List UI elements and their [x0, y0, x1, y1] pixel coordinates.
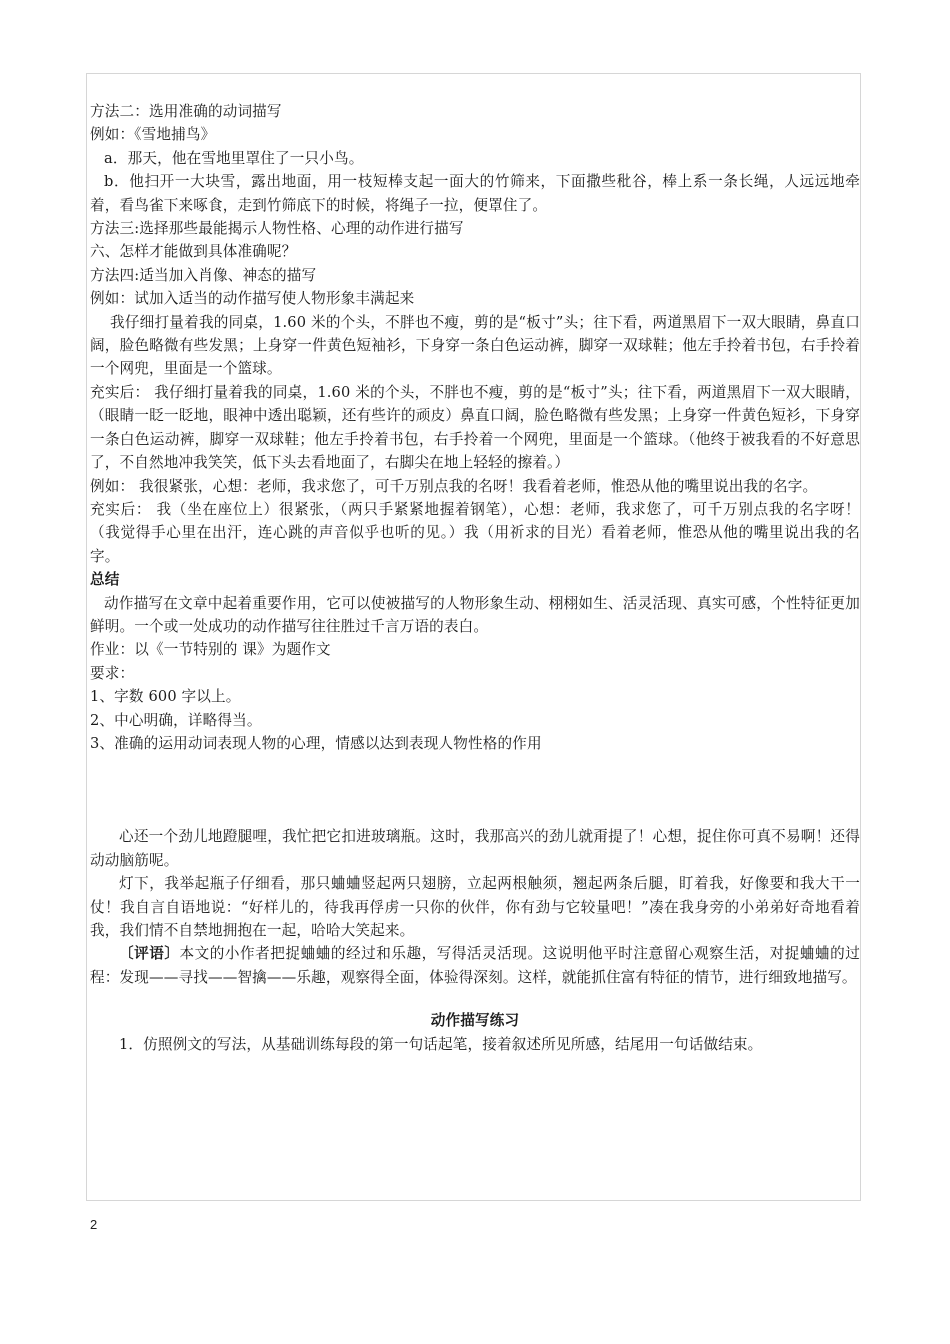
commentary-text: 本文的小作者把捉蛐蛐的经过和乐趣，写得活灵活现。这说明他平时注意留心观察生活，对捉蛐蛐的过程：发现——寻找——智擒——乐趣，观察得全面，体验得深刻。这样，就能抓住富有特征的情节，进行细致地描写。 [90, 945, 860, 986]
requirement-2: 2、中心明确，详略得当。 [90, 711, 262, 729]
summary-paragraph: 动作描写在文章中起着重要作用，它可以使被描写的人物形象生动、栩栩如生、活灵活现、真实可感，个性特征更加鲜明。一个或一处成功的动作描写往往胜过千言万语的表白。 [90, 594, 860, 635]
page-number: 2 [90, 1217, 98, 1232]
spacer [90, 755, 860, 825]
homework-line: 作业：以《一节特别的 课》为题作文 [90, 641, 331, 659]
example-b: b．他扫开一大块雪，露出地面，用一枝短棒支起一面大的竹筛来，下面撒些秕谷，棒上系一条长绳，人远远地牵着，看鸟雀下来啄食，走到竹筛底下的时候，将绳子一拉，便罩住了。 [90, 173, 860, 214]
method-two-heading: 方法二：选用准确的动词描写 [90, 103, 282, 120]
commentary-label: 〔评语〕 [119, 945, 180, 963]
spacer [90, 989, 860, 1009]
enriched-paragraph-1: 充实后： 我仔细打量着我的同桌，1.60 米的个头，不胖也不瘦，剪的是“板寸”头；往下看，两道黑眉下一双大眼睛，（眼睛一眨一眨地，眼神中透出聪颖，还有些许的顽皮）鼻直口阔，脸色略微有些发黑；上身穿一件黄色短衫，下身穿一条白色运动裤，脚穿一双球鞋；他左手拎着书包，右手拎着一个网兜，里面是一个篮球。（他终于被我看的不好意思了，不自然地冲我笑笑，低下头去看地面了，右脚尖在地上轻轻的擦着。） [90, 383, 860, 472]
example-title: 例如：《雪地捕鸟》 [90, 126, 216, 144]
summary-heading: 总结 [90, 571, 120, 589]
requirement-3: 3、准确的运用动词表现人物的心理，情感以达到表现人物性格的作用 [90, 734, 542, 752]
example-original-paragraph: 我仔细打量着我的同桌，1.60 米的个头，不胖也不瘦，剪的是“板寸”头；往下看，两道黑眉下一双大眼睛，鼻直口阔，脸色略微有些发黑；上身穿一件黄色短袖衫，下身穿一条白色运动裤，脚穿一双球鞋；他左手拎着书包，右手拎着一个网兜，里面是一个篮球。 [90, 313, 860, 378]
example-intro: 例如：试加入适当的动作描写使人物形象丰满起来 [90, 290, 415, 308]
document-body [90, 100, 860, 1056]
example-a: a．那天，他在雪地里罩住了一只小鸟。 [104, 149, 364, 167]
essay-paragraph-2: 灯下，我举起瓶子仔细看，那只蛐蛐竖起两只翅膀，立起两根触须，翘起两条后腿，盯着我，好像要和我大干一仗！我自言自语地说：“好样儿的，待我再俘虏一只你的伙伴，你有劲与它较量吧！”凑在我身旁的小弟弟好奇地看着我，我们情不自禁地拥抱在一起，哈哈大笑起来。 [90, 875, 860, 939]
requirement-1: 1、字数 600 字以上。 [90, 688, 241, 706]
commentary-paragraph [90, 942, 860, 989]
example-2-paragraph: 例如： 我很紧张，心想：老师，我求您了，可千万别点我的名呀！我看着老师，惟恐从他的嘴里说出我的名字。 [90, 477, 818, 495]
requirements-heading: 要求： [90, 664, 135, 682]
essay-paragraph-1: 心还一个劲儿地蹬腿哩，我忙把它扣进玻璃瓶。这时，我那高兴的劲儿就甭提了！心想，捉住你可真不易啊！还得动动脑筋呢。 [90, 828, 860, 869]
method-three-heading: 方法三:选择那些最能揭示人物性格、心理的动作进行描写 [90, 220, 464, 238]
practice-item-1: 1．仿照例文的写法，从基础训练每段的第一句话起笔，接着叙述所见所感，结尾用一句话做结束。 [119, 1035, 763, 1053]
practice-heading: 动作描写练习 [430, 1012, 520, 1030]
section-six-heading: 六、怎样才能做到具体准确呢？ [90, 243, 297, 261]
method-four-heading: 方法四:适当加入肖像、神态的描写 [90, 266, 317, 284]
enriched-paragraph-2: 充实后： 我（坐在座位上）很紧张，（两只手紧紧地握着钢笔），心想：老师，我求您了，可千万别点我的名字呀！（我觉得手心里在出汗，连心跳的声音似乎也听的见。）我（用祈求的目光）看着老师，惟恐从他的嘴里说出我的名字。 [90, 500, 860, 565]
